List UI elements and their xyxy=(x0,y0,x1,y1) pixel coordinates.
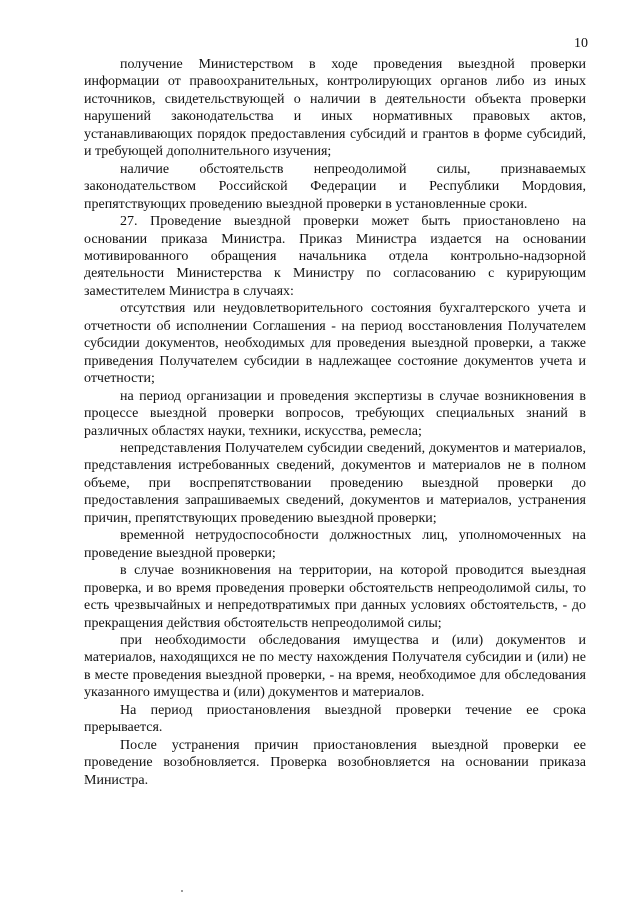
paragraph-10: На период приостановления выездной проверки течение ее срока прерывается. xyxy=(84,702,586,736)
page-number: 10 xyxy=(574,36,588,51)
paragraph-6: непредставления Получателем субсидии сведений, документов и материалов, представления истребованных сведений, документов и материалов не в полном объеме, при воспрепятствовании проведению выездной проверки до предоставления запрашиваемых сведений, документов и материалов, устранения причин, препятствующих проведению выездной проверки; xyxy=(84,440,586,526)
scan-artifact-dot xyxy=(181,890,183,892)
paragraph-4: отсутствия или неудовлетворительного состояния бухгалтерского учета и отчетности об исполнении Соглашения - на период восстановления Получателем субсидии документов, необходимых для проведения выездной проверки, а также приведения Получателем субсидии в надлежащее состояние документов учета и отчетности; xyxy=(84,301,586,387)
paragraph-1: получение Министерством в ходе проведения выездной проверки информации от правоохранительных, контролирующих органов либо из иных источников, свидетельствующей о наличии в деятельности объекта проверки нарушений законодательства и иных нормативных правовых актов, устанавливающих порядок предоставления субсидий и грантов в форме субсидий, и требующей дополнительного изучения; xyxy=(84,57,586,160)
paragraph-5: на период организации и проведения экспертизы в случае возникновения в процессе выездной проверки вопросов, требующих специальных знаний в различных областях науки, техники, искусства, ремесла; xyxy=(84,388,586,439)
paragraph-11: После устранения причин приостановления выездной проверки ее проведение возобновляется. Проверка возобновляется на основании приказа Министра. xyxy=(84,737,586,788)
document-body xyxy=(84,56,586,789)
paragraph-2: наличие обстоятельств непреодолимой силы, признаваемых законодательством Российской Федерации и Республики Мордовия, препятствующих проведению выездной проверки в установленные сроки. xyxy=(84,161,586,212)
paragraph-9: при необходимости обследования имущества и (или) документов и материалов, находящихся не по месту нахождения Получателя субсидии и (или) не в месте проведения выездной проверки, - на время, необходимое для обследования указанного имущества и (или) документов и материалов. xyxy=(84,632,586,701)
paragraph-7: временной нетрудоспособности должностных лиц, уполномоченных на проведение выездной проверки; xyxy=(84,528,586,561)
paragraph-8: в случае возникновения на территории, на которой проводится выездная проверка, и во время проведения проверки обстоятельств непреодолимой силы, то есть чрезвычайных и непредотвратимых при данных условиях обстоятельств, - до прекращения действия обстоятельств непреодолимой силы; xyxy=(84,563,586,631)
paragraph-3: 27. Проведение выездной проверки может быть приостановлено на основании приказа Министра. Приказ Министра издается на основании мотивированного обращения начальника отдела контрольно-надзорной деятельности Министерства к Министру по согласованию с курирующим заместителем Министра в случаях: xyxy=(84,214,586,299)
